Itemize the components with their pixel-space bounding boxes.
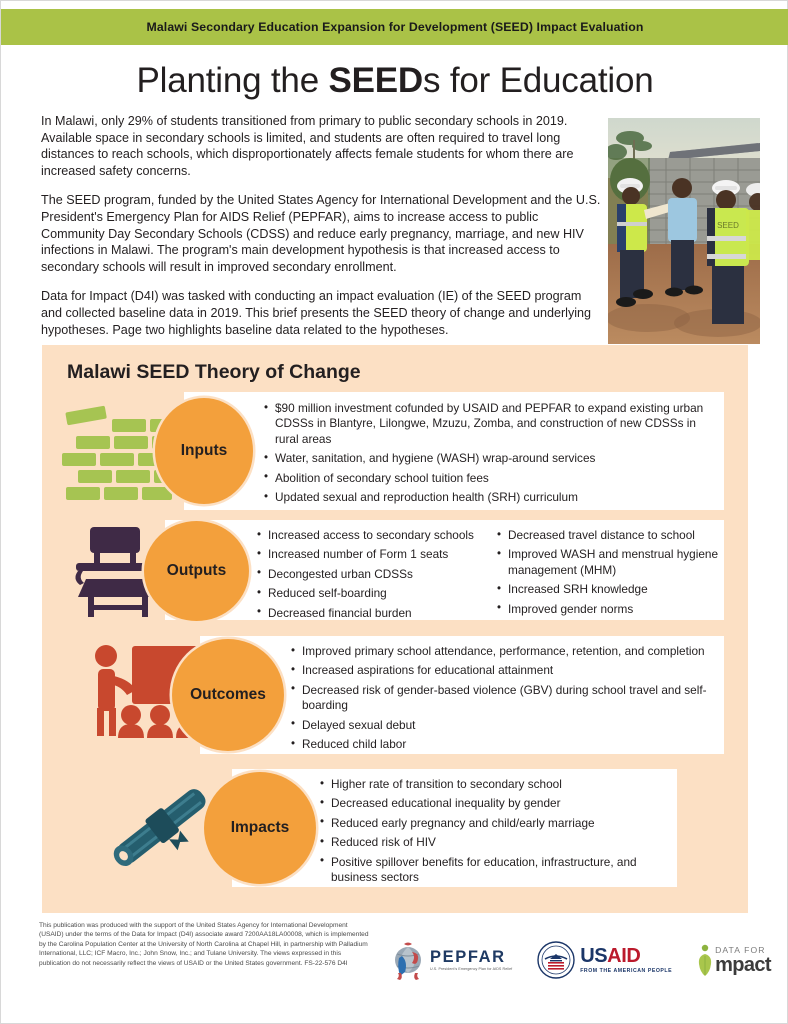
impacts-bullet: • Higher rate of transition to secondary school (320, 777, 670, 792)
outputs-bullet-list-left (257, 528, 485, 625)
outputs-bullet: • Improved gender norms (497, 602, 722, 617)
outcomes-bullet-list (291, 644, 711, 756)
outcomes-label: Outcomes (190, 686, 266, 703)
header-band (1, 9, 788, 45)
inputs-bullet: • $90 million investment cofunded by USAID and PEPFAR to expand existing urban CDSSs in Blantyre, Lilongwe, Mzuzu, Zomba, and construction of new CDSSs in rural areas (264, 401, 704, 447)
impacts-bullet-list (320, 777, 670, 889)
pepfar-text-block (430, 949, 512, 971)
disclaimer-text: This publication was produced with the support of the United States Agency for International Development (USAID) under the terms of the Data for Impact (D4I) associate award 7200AA18LA00008, which is implemented by the Carolina Population Center at the University of North Carolina at Chapel Hill, in partnership with Palladium International, LLC; ICF Macro, Inc.; John Snow, Inc.; and Tulane University. The views expressed in this publication do not necessarily reflect the views of USAID or the United States government. FS-22-576 D4I (39, 922, 369, 967)
impacts-bullet: • Reduced risk of HIV (320, 835, 670, 850)
usaid-wordmark-aid: AID (607, 945, 641, 967)
outcomes-bullet: • Improved primary school attendance, performance, retention, and completion (291, 644, 711, 659)
outputs-bullet: • Increased number of Form 1 seats (257, 547, 485, 562)
header-text-acronym: (SEED) (490, 20, 534, 34)
intro-paragraph-2: The SEED program, funded by the United States Agency for International Development and the U.S. President's Emergency Plan for AIDS Relief (PEPFAR), aims to increase access to public Community Day Secondary Schools (CDSS) and reduce early pregnancy, marriage, and new HIV infections in Malawi. The program's main development hypothesis is that increased access to secondary schools will result in improved secondary enrollment. (41, 193, 601, 274)
outcomes-bullet: • Reduced child labor (291, 737, 711, 752)
header-band-text (147, 20, 644, 34)
outputs-label-ellipse (144, 521, 249, 621)
d4i-top-text: DATA FOR (715, 944, 766, 955)
outputs-label: Outputs (166, 562, 227, 579)
outcomes-bullet: • Increased aspirations for educational attainment (291, 663, 711, 678)
outputs-bullet: • Decongested urban CDSSs (257, 567, 485, 582)
title-post: s for Education (423, 61, 654, 100)
vest-seed-text: SEED (717, 221, 739, 230)
outputs-bullet: • Increased access to secondary schools (257, 528, 485, 543)
sprout-icon (697, 941, 713, 979)
intro-text-block (41, 113, 601, 351)
page-title (1, 61, 788, 101)
data-for-impact-logo (697, 941, 771, 979)
photo-illustration (608, 118, 760, 344)
impacts-label-ellipse (204, 772, 316, 884)
theory-of-change-title: Malawi SEED Theory of Change (67, 361, 361, 383)
header-text-pre: Malawi Secondary Education Expansion for Development (146, 20, 491, 34)
usaid-tagline: FROM THE AMERICAN PEOPLE (580, 968, 673, 974)
construction-site-photo (608, 118, 760, 344)
outcomes-bullet: • Decreased risk of gender-based violence (GBV) during school travel and self-boarding (291, 683, 711, 714)
outcomes-label-ellipse (172, 639, 284, 751)
inputs-bullet: • Water, sanitation, and hygiene (WASH) wrap-around services (264, 451, 704, 466)
outputs-bullet: • Reduced self-boarding (257, 586, 485, 601)
d4i-text-block (715, 946, 771, 975)
usaid-wordmark (580, 946, 672, 966)
pepfar-tagline: U.S. President's Emergency Plan for AIDS Relief (430, 967, 513, 971)
impacts-bullet: • Positive spillover benefits for education, infrastructure, and business sectors (320, 855, 670, 886)
intro-paragraph-3: Data for Impact (D4I) was tasked with conducting an impact evaluation (IE) of the SEED program and collected baseline data in 2019. This brief presents the SEED theory of change and underlying hypotheses. Page two highlights baseline data related to the hypotheses. (41, 289, 592, 337)
inputs-bullet: • Abolition of secondary school tuition fees (264, 471, 704, 486)
pepfar-wordmark: PEPFAR (430, 948, 506, 966)
usaid-text-block (580, 946, 672, 974)
title-bold: SEED (328, 61, 424, 100)
theory-of-change-panel (42, 345, 748, 913)
inputs-bullet: • Updated sexual and reproduction health (SRH) curriculum (264, 490, 704, 505)
title-pre: Planting the (136, 61, 329, 100)
pepfar-globe-icon (391, 940, 425, 980)
inputs-label: Inputs (180, 442, 228, 459)
d4i-wordmark: mpact (715, 953, 771, 976)
usaid-wordmark-us: US (580, 945, 608, 967)
outcomes-bullet: • Delayed sexual debut (291, 718, 711, 733)
impacts-bullet: • Decreased educational inequality by gender (320, 796, 670, 811)
inputs-bullet-list (264, 401, 704, 509)
impacts-bullet: • Reduced early pregnancy and child/early marriage (320, 816, 670, 831)
pepfar-logo (391, 940, 512, 980)
usaid-seal-icon (537, 941, 575, 979)
inputs-label-ellipse (155, 398, 253, 504)
outputs-bullet: • Increased SRH knowledge (497, 582, 722, 597)
intro-paragraph-1: In Malawi, only 29% of students transitioned from primary to public secondary schools in 2019. Available space in secondary schools is limited, and students are often required to travel long distances to reach schools, which disproportionately affects female students for whom there are increased safety concerns. (41, 114, 574, 178)
footer-logos (391, 929, 771, 991)
impacts-label: Impacts (230, 819, 290, 836)
outputs-bullet: • Improved WASH and menstrual hygiene management (MHM) (497, 547, 722, 578)
header-text-post: Impact Evaluation (533, 20, 644, 34)
usaid-logo (537, 941, 672, 979)
outputs-bullet-list-right (497, 528, 722, 621)
outputs-bullet: • Decreased financial burden (257, 606, 485, 621)
outputs-bullet: • Decreased travel distance to school (497, 528, 722, 543)
